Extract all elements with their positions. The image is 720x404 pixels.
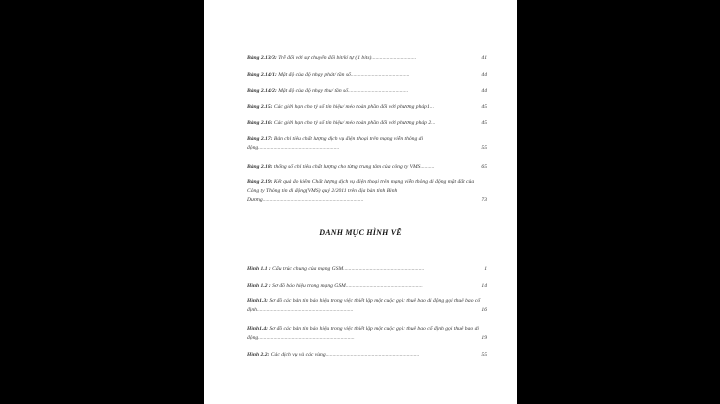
entry-title: thống số chỉ tiêu chất lượng cho từng trung tâm của công ty VMS <box>272 164 421 170</box>
toc-entry <box>247 297 487 315</box>
entry-label: Hình 2.2: <box>247 352 270 358</box>
document-page <box>204 0 517 404</box>
page-number: 55 <box>481 145 487 151</box>
entry-title: Mật độ của độ nhạy phát/ tần số <box>276 72 351 78</box>
page-number: 65 <box>481 164 487 170</box>
toc-entry <box>247 53 487 63</box>
entry-label: Hình1.3: <box>247 298 268 304</box>
entry-title: Cấu trúc chung của mạng GSM <box>270 266 344 272</box>
page-number: 73 <box>481 197 487 203</box>
page-number: 16 <box>481 307 487 313</box>
entry-title: Mật độ của độ nhạy thu/ tần số <box>276 88 349 94</box>
page-number: 41 <box>481 55 487 61</box>
entry-label: Bảng 2.15: <box>247 104 273 110</box>
entry-label: Bảng 2.16: <box>247 120 273 126</box>
entry-title: Trễ đối với sự chuyển đổi bit/kí tự (1 bits) <box>276 55 372 61</box>
leader-dots: ... <box>429 104 434 110</box>
leader-dots: ... <box>431 120 436 126</box>
section-heading: DANH MỤC HÌNH VẼ <box>319 228 402 237</box>
entry-title: Các giới hạn cho tỷ số tín hiệu/ méo toàn phần đối với phương pháp 2 <box>272 120 432 126</box>
leader-dots: ........................................................................ <box>262 197 364 203</box>
page-number: 45 <box>481 120 487 126</box>
leader-dots: .......................................................... <box>258 145 340 151</box>
page-number: 1 <box>484 266 487 272</box>
toc-entry <box>247 264 487 274</box>
entry-title: Các dịch vụ và các vùng <box>269 352 326 358</box>
leader-dots: .......... <box>420 164 435 170</box>
leader-dots: .......................................................... <box>343 266 425 272</box>
entry-label: Bảng 2.13/3: <box>247 55 277 61</box>
toc-entry <box>247 70 487 80</box>
leader-dots: ........................................... <box>348 88 409 94</box>
entry-label: Bảng 2.18: <box>247 164 273 170</box>
toc-entry <box>247 178 487 205</box>
leader-dots: ..................................................................... <box>256 307 354 313</box>
entry-label: Hình1.4: <box>247 326 268 332</box>
entry-title: Bản chỉ tiêu chất lượng dịch vụ điện thoại trên mạng viễn thông di động <box>247 136 424 151</box>
page-number: 45 <box>481 104 487 110</box>
toc-entry <box>247 162 487 172</box>
toc-entry <box>247 86 487 96</box>
toc-entry <box>247 102 487 112</box>
leader-dots: .......................................... <box>350 72 410 78</box>
toc-entry <box>247 118 487 128</box>
entry-label: Bảng 2.14/1: <box>247 72 277 78</box>
entry-label: Hình 1.1 : <box>247 266 271 272</box>
page-number: 55 <box>481 352 487 358</box>
entry-label: Hình 1.2 : <box>247 283 271 289</box>
entry-title: Sơ đồ các bản tin báo hiệu trong việc thiết lập một cuộc gọi: thuê bao cố định gọi thuê bao di động <box>247 326 479 341</box>
entry-title: Kết quả đo kiểm Chất lượng dịch vụ điện thoại trên mạng viễn thông di động mặt đất của Công ty Thông tin di động(VMS) quý 2/2011 trên địa bàn tỉnh Bình Dương <box>247 179 475 203</box>
entry-label: Bảng 2.19: <box>247 179 273 185</box>
toc-entry <box>247 350 487 360</box>
entry-title: Sơ đồ các bản tin báo hiệu trong việc thiết lập một cuộc gọi: thuê bao di động gọi thuê bao cố định <box>247 298 481 313</box>
entry-label: Bảng 2.14/2: <box>247 88 277 94</box>
toc-entry <box>247 281 487 291</box>
toc-entry <box>247 135 487 153</box>
page-number: 44 <box>481 88 487 94</box>
toc-entry <box>247 325 487 343</box>
page-number: 14 <box>481 283 487 289</box>
leader-dots: ....................................................... <box>345 283 423 289</box>
leader-dots: ................................ <box>371 55 417 61</box>
leader-dots: ................................................................... <box>325 352 420 358</box>
entry-title: Các giới hạn cho tỷ số tín hiệu/ méo toàn phần đối với phương pháp1 <box>272 104 430 110</box>
page-number: 44 <box>481 72 487 78</box>
entry-label: Bảng 2.17: <box>247 136 273 142</box>
entry-title: Sơ đồ báo hiệu trong mạng GSM <box>270 283 346 289</box>
leader-dots: ..................................................................... <box>258 335 355 341</box>
page-number: 19 <box>481 335 487 341</box>
